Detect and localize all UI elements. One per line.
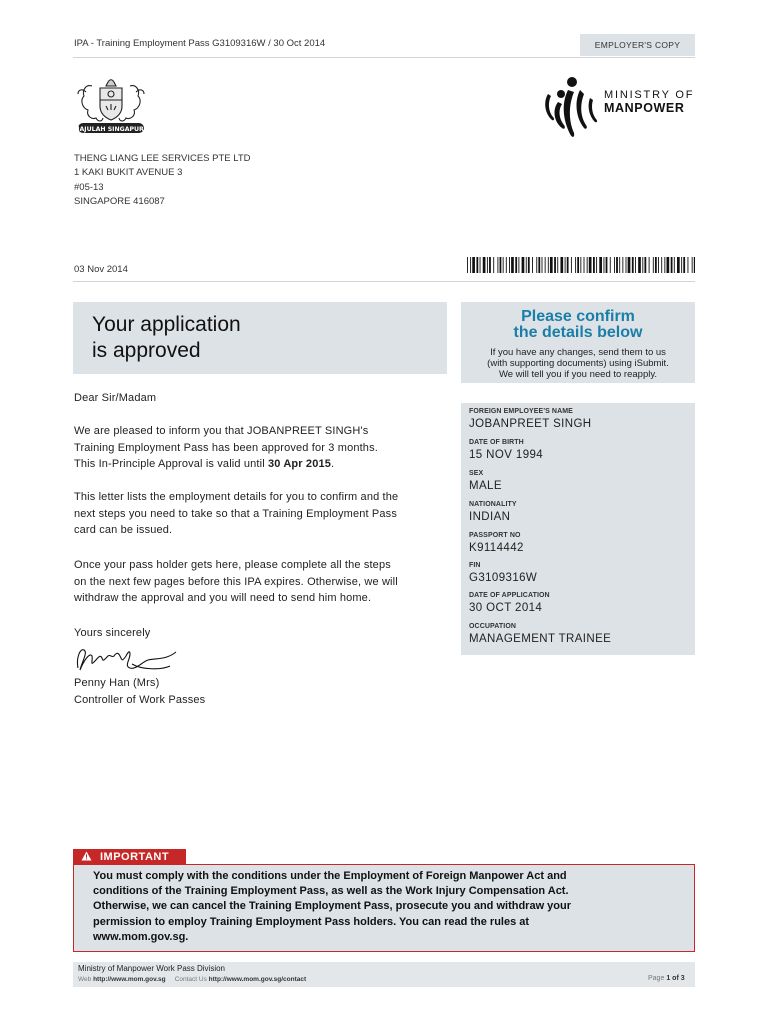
footer-division: Ministry of Manpower Work Pass Division <box>78 964 226 973</box>
closing: Yours sincerely <box>74 627 151 639</box>
salutation: Dear Sir/Madam <box>74 392 157 404</box>
address-line: THENG LIANG LEE SERVICES PTE LTD <box>74 153 251 164</box>
web-link[interactable]: http://www.mom.gov.sg <box>93 976 166 983</box>
field-value-occupation: MANAGEMENT TRAINEE <box>469 633 612 645</box>
important-tab <box>73 849 186 865</box>
important-line: You must comply with the conditions under the Employment of Foreign Manpower Act and <box>93 870 567 882</box>
employee-details-panel <box>461 403 695 655</box>
letter-line: Once your pass holder gets here, please complete all the steps <box>74 559 391 571</box>
contact-link[interactable]: http://www.mom.gov.sg/contact <box>208 976 307 983</box>
web-label: Web <box>78 976 92 983</box>
field-label-fin: FIN <box>469 562 481 569</box>
page-number: 1 <box>666 975 671 982</box>
address-line: #05-13 <box>74 181 104 193</box>
field-value-passport: K9114442 <box>469 542 524 554</box>
letter-line: card can be issued. <box>74 524 173 536</box>
letter-line: Training Employment Pass has been approved for 3 months. <box>74 441 378 454</box>
page-label: Page <box>648 975 665 982</box>
field-label-dob: DATE OF BIRTH <box>469 439 524 446</box>
copy-badge: EMPLOYER'S COPY <box>580 34 695 56</box>
field-label-passport: PASSPORT NO <box>469 532 521 539</box>
confirm-sub-line3: We will tell you if you need to reapply. <box>498 369 658 380</box>
field-label-nationality: NATIONALITY <box>469 501 517 508</box>
signer-block <box>74 675 454 708</box>
singapore-crest-icon <box>72 76 150 138</box>
field-label-application-date: DATE OF APPLICATION <box>469 592 550 599</box>
field-value-nationality: INDIAN <box>469 511 511 523</box>
field-label-name: FOREIGN EMPLOYEE'S NAME <box>469 408 573 415</box>
address-line: SINGAPORE 416087 <box>74 195 165 207</box>
ministry-name <box>604 89 694 115</box>
letter-text: This In-Principle Approval is valid until <box>74 458 268 470</box>
expiry-date: 30 Apr 2015 <box>268 458 332 470</box>
field-value-name: JOBANPREET SINGH <box>469 418 592 430</box>
confirm-instructions <box>461 347 695 380</box>
signature <box>72 640 182 678</box>
letter-line: next steps you need to take so that a Training Employment Pass <box>74 507 397 520</box>
header-divider <box>73 57 695 58</box>
letter-text: . <box>331 458 335 470</box>
date-divider <box>73 281 695 282</box>
field-label-sex: SEX <box>469 470 484 477</box>
confirm-title-line1: Please confirm <box>521 308 635 325</box>
address-line: 1 KAKI BUKIT AVENUE 3 <box>74 167 183 179</box>
letter-paragraph-1 <box>74 423 454 473</box>
signer-title: Controller of Work Passes <box>74 693 206 706</box>
important-line: permission to employ Training Employment Pass holders. You can read the rules at <box>93 915 530 928</box>
important-line: Otherwise, we can cancel the Training Employment Pass, prosecute you and withdraw your <box>93 900 572 913</box>
important-label: IMPORTANT <box>100 851 170 863</box>
page-of: of <box>672 975 679 982</box>
confirm-heading <box>461 309 695 341</box>
approved-heading <box>92 312 241 364</box>
letter-line <box>74 456 454 473</box>
crest-motto: MAJULAH SINGAPURA <box>73 126 149 133</box>
important-line: conditions of the Training Employment Pass, as well as the Work Injury Compensation Act. <box>93 885 569 898</box>
approved-line1: Your application <box>92 313 241 336</box>
signer-name: Penny Han (Mrs) <box>74 677 160 689</box>
confirm-sub-line1: If you have any changes, send them to us <box>490 347 666 358</box>
warning-icon <box>81 851 92 864</box>
field-value-fin: G3109316W <box>469 572 538 584</box>
confirm-sub-line2: (with supporting documents) using iSubmit. <box>487 358 669 369</box>
letter-date: 03 Nov 2014 <box>74 264 128 275</box>
letter-line: withdraw the approval and you will need to send him home. <box>74 592 372 604</box>
field-value-sex: MALE <box>469 480 502 492</box>
employer-address <box>74 152 251 209</box>
approved-line2: is approved <box>92 339 201 362</box>
letter-paragraph-3 <box>74 557 454 607</box>
letter-line: We are pleased to inform you that JOBANPREET SINGH's <box>74 425 369 437</box>
important-text <box>93 869 683 945</box>
barcode <box>467 257 695 273</box>
confirm-title-line2: the details below <box>513 324 643 341</box>
ministry-line2: MANPOWER <box>604 101 685 115</box>
important-line: www.mom.gov.sg. <box>93 930 189 943</box>
ministry-line1: MINISTRY OF <box>604 89 695 101</box>
contact-label: Contact Us <box>174 976 207 983</box>
letter-line: This letter lists the employment details for you to confirm and the <box>74 491 399 503</box>
page-indicator <box>648 975 685 982</box>
field-value-dob: 15 NOV 1994 <box>469 449 544 461</box>
page-total: 3 <box>680 975 685 982</box>
letter-line: on the next few pages before this IPA expires. Otherwise, we will <box>74 575 398 588</box>
letter-paragraph-2 <box>74 489 454 539</box>
field-label-occupation: OCCUPATION <box>469 623 517 630</box>
document-title: IPA - Training Employment Pass G3109316W / 30 Oct 2014 <box>74 38 326 49</box>
field-value-application-date: 30 OCT 2014 <box>469 602 543 614</box>
footer-links <box>78 976 306 983</box>
